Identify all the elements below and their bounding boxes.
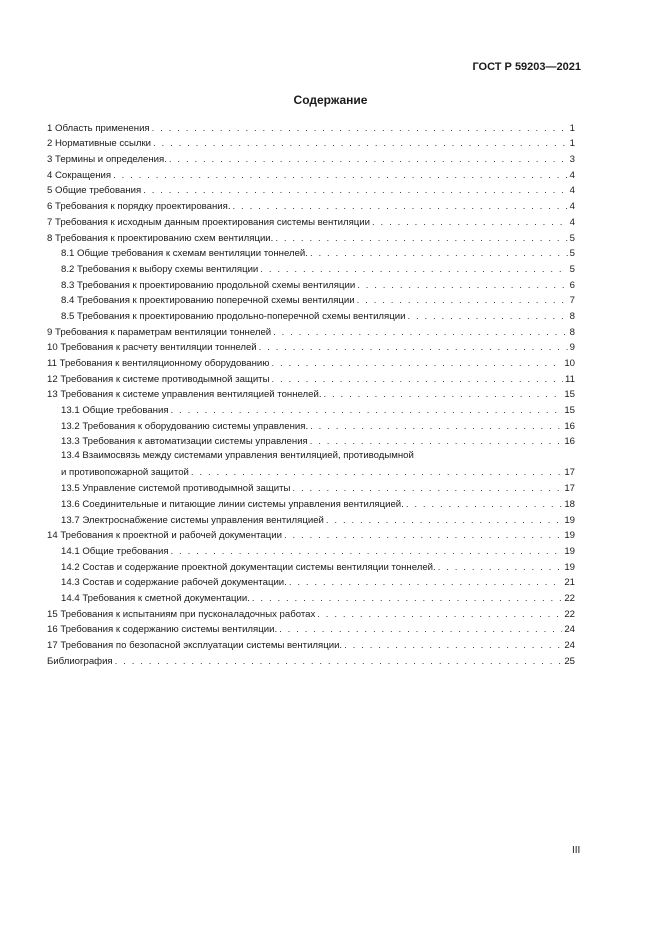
toc-entry-label: 13.5 Управление системой противодымной защиты xyxy=(61,483,291,495)
toc-entry[interactable] xyxy=(47,386,575,402)
toc-entry-label: 13.6 Соединительные и питающие линии системы управления вентиляцией. xyxy=(61,498,404,510)
toc-entry[interactable] xyxy=(47,150,575,166)
page-number: III xyxy=(572,845,581,856)
toc-entry-label: 14.1 Общие требования xyxy=(61,545,169,557)
toc-entry-page: 7 xyxy=(569,295,575,307)
toc-entry-page: 4 xyxy=(569,216,575,228)
toc-entry[interactable] xyxy=(47,652,575,668)
toc-entry-label: 2 Нормативные ссылки xyxy=(47,138,152,150)
toc-entry-page: 19 xyxy=(564,530,575,542)
toc-entry-label: 4 Сокращения xyxy=(47,169,112,181)
toc-entry-page: 1 xyxy=(569,138,575,150)
toc-subentry[interactable] xyxy=(47,511,575,527)
toc-entry-page: 8 xyxy=(569,326,575,338)
toc-entry-page: 16 xyxy=(564,420,575,432)
toc-entry-label: 14.2 Состав и содержание проектной документации системы вентиляции тоннелей. xyxy=(61,561,436,573)
toc-subentry[interactable] xyxy=(47,589,575,605)
toc-entry-label: 8.4 Требования к проектированию поперечной схемы вентиляции xyxy=(61,295,355,307)
toc-entry-page: 11 xyxy=(565,373,575,385)
toc-entry-label: 14.4 Требования к сметной документации. xyxy=(61,592,250,604)
toc-title: Содержание xyxy=(293,93,368,107)
toc-entry-page: 18 xyxy=(564,498,575,510)
toc-entry-page: 8 xyxy=(569,310,575,322)
toc-entry-label: 13.4 Взаимосвязь между системами управления вентиляцией, противодымной xyxy=(61,450,414,462)
toc-entry-page: 5 xyxy=(569,263,575,275)
toc-entry[interactable] xyxy=(47,182,575,198)
toc-entry-label: 8.3 Требования к проектированию продольной схемы вентиляции xyxy=(61,279,356,291)
toc-entry-page: 6 xyxy=(569,279,575,291)
toc-entry-label: 13 Требования к системе управления вентиляцией тоннелей. xyxy=(47,389,322,401)
toc-entry[interactable] xyxy=(47,621,575,637)
toc-subentry[interactable] xyxy=(47,260,575,276)
toc-entry-page: 15 xyxy=(564,405,575,417)
toc-entry[interactable] xyxy=(47,339,575,355)
toc-entry-label: 11 Требования к вентиляционному оборудованию xyxy=(47,358,270,369)
toc-entry[interactable] xyxy=(47,605,575,621)
toc-entry-page: 22 xyxy=(564,592,575,604)
toc-subentry[interactable] xyxy=(47,417,575,433)
toc-entry-page: 5 xyxy=(569,248,575,260)
toc-subentry[interactable] xyxy=(47,307,575,323)
toc-entry-label: 5 Общие требования xyxy=(47,185,142,197)
toc-entry-page: 4 xyxy=(569,185,575,197)
toc-entry-label: 8.5 Требования к проектированию продольно-поперечной схемы вентиляции xyxy=(61,310,406,322)
toc-entry[interactable] xyxy=(47,166,575,182)
toc-entry-page: 4 xyxy=(569,201,575,213)
toc-entry-label: 10 Требования к расчету вентиляции тоннелей xyxy=(47,342,257,354)
toc-subentry[interactable] xyxy=(47,542,575,558)
toc-entry-page: 9 xyxy=(569,342,575,354)
toc-subentry[interactable] xyxy=(47,401,575,417)
toc-entry-page: 10 xyxy=(564,358,575,369)
toc-entry-page: 19 xyxy=(564,514,575,526)
toc-entry[interactable] xyxy=(47,119,575,135)
toc-subentry[interactable] xyxy=(47,495,575,511)
toc-entry-label: 1 Область применения xyxy=(47,122,150,134)
toc-entry-label: 13.3 Требования к автоматизации системы управления xyxy=(61,436,308,448)
toc-entry-page: 3 xyxy=(569,154,575,166)
toc-entry-page: 24 xyxy=(564,624,575,636)
toc-entry-label: 12 Требования к системе противодымной защиты xyxy=(47,373,270,385)
table-of-contents xyxy=(47,119,575,668)
toc-entry-page: 25 xyxy=(564,655,575,667)
toc-entry-label: 3 Термины и определения. xyxy=(47,154,167,166)
toc-entry-page: 1 xyxy=(569,122,575,134)
toc-entry-label: 17 Требования по безопасной эксплуатации системы вентиляции. xyxy=(47,640,343,651)
toc-entry-label: 14 Требования к проектной и рабочей документации xyxy=(47,530,282,542)
toc-entry-label-continued: и противопожарной защитой xyxy=(61,467,189,479)
toc-entry[interactable] xyxy=(47,135,575,151)
toc-entry-page: 22 xyxy=(564,608,575,620)
toc-subentry[interactable] xyxy=(47,479,575,495)
toc-entry-label: 9 Требования к параметрам вентиляции тоннелей xyxy=(47,326,272,338)
toc-entry-label: 8.1 Общие требования к схемам вентиляции тоннелей. xyxy=(61,248,308,260)
toc-subentry[interactable] xyxy=(47,574,575,590)
toc-subentry[interactable] xyxy=(47,433,575,449)
toc-entry-label: 14.3 Состав и содержание рабочей документации. xyxy=(61,577,287,589)
toc-entry[interactable] xyxy=(47,527,575,543)
toc-entry[interactable] xyxy=(47,636,575,652)
toc-entry-label: 13.7 Электроснабжение системы управления вентиляцией xyxy=(61,514,324,526)
toc-entry-label: 7 Требования к исходным данным проектирования системы вентиляции xyxy=(47,216,371,228)
toc-entry-label: 13.2 Требования к оборудованию системы управления. xyxy=(61,420,309,432)
toc-entry-label: 15 Требования к испытаниям при пусконаладочных работах xyxy=(47,608,316,620)
standard-code: ГОСТ Р 59203—2021 xyxy=(472,61,581,73)
toc-entry-page: 15 xyxy=(564,389,575,401)
toc-entry[interactable] xyxy=(47,370,575,386)
toc-subentry[interactable] xyxy=(47,292,575,308)
toc-subentry[interactable] xyxy=(47,276,575,292)
toc-entry-page: 19 xyxy=(564,561,575,573)
toc-entry-page: 21 xyxy=(564,577,575,589)
toc-entry-label: 6 Требования к порядку проектирования. xyxy=(47,201,231,213)
toc-entry-page: 17 xyxy=(564,483,575,495)
toc-entry-page: 16 xyxy=(564,436,575,448)
toc-entry-label: 16 Требования к содержанию системы вентиляции. xyxy=(47,624,278,636)
toc-entry-label: 8 Требования к проектированию схем вентиляции. xyxy=(47,232,274,244)
toc-entry[interactable] xyxy=(47,213,575,229)
toc-entry[interactable] xyxy=(47,197,575,213)
toc-entry-page: 4 xyxy=(569,169,575,181)
toc-entry-page: 19 xyxy=(564,545,575,557)
toc-subentry[interactable] xyxy=(47,558,575,574)
toc-subentry[interactable] xyxy=(47,448,575,479)
toc-entry-page: 17 xyxy=(564,467,575,479)
toc-subentry[interactable] xyxy=(47,245,575,261)
toc-entry-label: 13.1 Общие требования xyxy=(61,405,169,417)
toc-entry-page: 24 xyxy=(564,640,575,651)
toc-entry-label: 8.2 Требования к выбору схемы вентиляции xyxy=(61,263,259,275)
toc-entry[interactable] xyxy=(47,323,575,339)
toc-entry-page: 5 xyxy=(569,232,575,244)
toc-entry[interactable] xyxy=(47,354,575,370)
toc-entry[interactable] xyxy=(47,229,575,245)
toc-entry-label: Библиография xyxy=(47,655,113,667)
